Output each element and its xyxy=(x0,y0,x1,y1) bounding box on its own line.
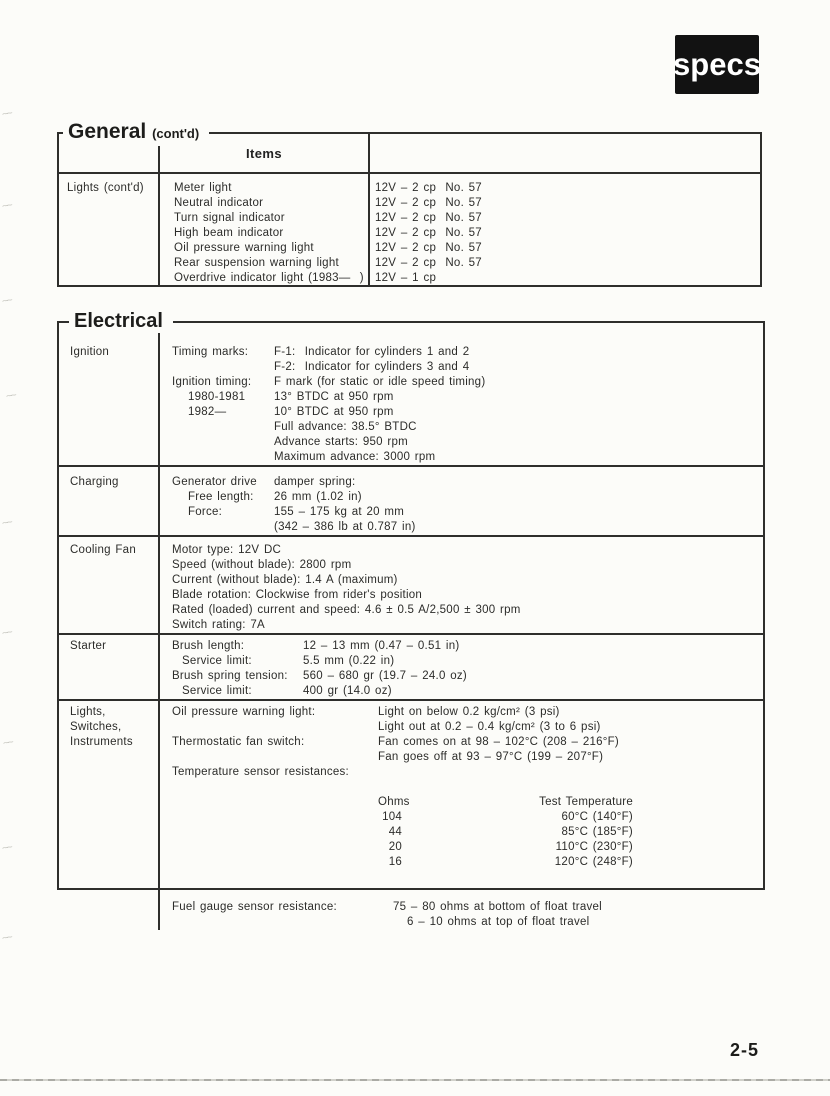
lsi-spec-list xyxy=(172,705,763,930)
spec-value: Advance starts: 950 rpm xyxy=(274,436,408,448)
sensor-temp-value: 120°C (248°F) xyxy=(554,856,633,868)
spec-row-starter xyxy=(59,633,763,699)
scan-artifact xyxy=(1,296,11,306)
spec-key xyxy=(172,435,274,450)
sensor-ohms-value: 20 xyxy=(388,841,402,853)
scan-artifact xyxy=(1,933,11,943)
spec-key: 1980-1981 xyxy=(188,391,246,403)
spec-value: Full advance: 38.5° BTDC xyxy=(274,421,417,433)
general-value: 12V – 1 cp xyxy=(375,272,437,284)
spec-row-ignition xyxy=(59,323,763,465)
spec-key: Free length: xyxy=(188,491,254,503)
spec-key: Temperature sensor resistances: xyxy=(172,766,349,778)
spec-row-cooling-fan xyxy=(59,535,763,633)
ignition-spec-list xyxy=(172,345,763,465)
scan-artifact xyxy=(2,738,12,748)
spec-value: Maximum advance: 3000 rpm xyxy=(274,451,436,463)
row-label-charging: Charging xyxy=(70,476,119,488)
section-general xyxy=(57,120,762,287)
cooling-fan-spec-list xyxy=(172,543,763,633)
spec-value: 155 – 175 kg at 20 mm xyxy=(274,506,405,518)
spec-value: Light on below 0.2 kg/cm² (3 psi) xyxy=(378,706,560,718)
specs-badge xyxy=(675,35,759,94)
sensor-ohms-value: 16 xyxy=(388,856,402,868)
spec-key: Oil pressure warning light: xyxy=(172,706,316,718)
spec-key: Brush length: xyxy=(172,640,245,652)
spec-value: 12 – 13 mm (0.47 – 0.51 in) xyxy=(303,640,460,652)
charging-spec-list xyxy=(172,475,763,535)
spec-value: 75 – 80 ohms at bottom of float travel xyxy=(393,901,602,913)
spec-line: Motor type: 12V DC xyxy=(172,544,282,556)
general-value: 12V – 2 cp No. 57 xyxy=(375,197,482,209)
general-value: 12V – 2 cp No. 57 xyxy=(375,242,482,254)
spec-value: Fan goes off at 93 – 97°C (199 – 207°F) xyxy=(378,751,604,763)
spec-value: 13° BTDC at 950 rpm xyxy=(274,391,394,403)
general-row-label: Lights (cont'd) xyxy=(67,182,144,194)
items-column-header: Items xyxy=(246,145,282,161)
spec-value: 6 – 10 ohms at top of float travel xyxy=(407,916,590,928)
general-item: Neutral indicator xyxy=(174,197,264,209)
spec-key: Fuel gauge sensor resistance: xyxy=(172,901,337,913)
spec-value: 560 – 680 gr (19.7 – 24.0 oz) xyxy=(303,670,467,682)
spec-line: Speed (without blade): 2800 rpm xyxy=(172,559,352,571)
scan-artifact xyxy=(1,109,11,119)
spec-key: Ignition timing: xyxy=(172,376,252,388)
spec-key: Generator drive xyxy=(172,476,257,488)
spec-value: 5.5 mm (0.22 in) xyxy=(303,655,395,667)
spec-key: Timing marks: xyxy=(172,346,249,358)
general-items-list xyxy=(160,174,368,286)
spec-value: F mark (for static or idle speed timing) xyxy=(274,376,486,388)
spec-key xyxy=(172,420,274,435)
general-value: 12V – 2 cp No. 57 xyxy=(375,182,482,194)
general-value: 12V – 2 cp No. 57 xyxy=(375,257,482,269)
section-electrical-title xyxy=(69,309,173,333)
spec-key xyxy=(172,360,274,375)
spec-value: F-1: Indicator for cylinders 1 and 2 xyxy=(274,346,470,358)
spec-row-lights-switches-instruments xyxy=(59,699,763,930)
spec-line: Current (without blade): 1.4 A (maximum) xyxy=(172,574,398,586)
general-value: 12V – 2 cp No. 57 xyxy=(375,212,482,224)
spec-line: Rated (loaded) current and speed: 4.6 ± 0.5 A/2,500 ± 300 rpm xyxy=(172,604,521,616)
spec-key: Service limit: xyxy=(182,685,252,697)
scan-artifact xyxy=(1,843,11,853)
row-label-ignition: Ignition xyxy=(70,346,110,358)
temperature-sensor-table xyxy=(378,795,763,870)
spec-key xyxy=(172,450,274,465)
spec-value: damper spring: xyxy=(274,476,356,488)
spec-key: Force: xyxy=(188,506,223,518)
general-item: Meter light xyxy=(174,182,232,194)
spec-value: Light out at 0.2 – 0.4 kg/cm² (3 to 6 psi) xyxy=(378,721,601,733)
general-header-spacer-right xyxy=(370,134,760,172)
spec-value: F-2: Indicator for cylinders 3 and 4 xyxy=(274,361,470,373)
sensor-temp-value: 85°C (185°F) xyxy=(561,826,633,838)
scan-artifact xyxy=(1,628,11,638)
spec-value: (342 – 386 lb at 0.787 in) xyxy=(274,521,416,533)
spec-key: Thermostatic fan switch: xyxy=(172,736,305,748)
spec-key xyxy=(172,750,378,765)
row-label-lights: Lights, xyxy=(70,706,106,718)
row-label-switches: Switches, xyxy=(70,721,122,733)
general-item: Oil pressure warning light xyxy=(174,242,314,254)
scan-artifact xyxy=(5,391,15,401)
general-item: Rear suspension warning light xyxy=(174,257,339,269)
row-label-instruments: Instruments xyxy=(70,736,133,748)
row-label-cooling-fan: Cooling Fan xyxy=(70,544,136,556)
sensor-col-header-ohms: Ohms xyxy=(378,796,410,808)
scan-artifact xyxy=(1,201,11,211)
row-label-starter: Starter xyxy=(70,640,107,652)
spec-key: Service limit: xyxy=(182,655,252,667)
specs-badge-label: specs xyxy=(673,46,761,83)
scan-bottom-edge xyxy=(0,1079,830,1081)
sensor-col-header-temp: Test Temperature xyxy=(539,796,633,808)
general-values-list xyxy=(370,174,760,286)
general-value: 12V – 2 cp No. 57 xyxy=(375,227,482,239)
section-electrical xyxy=(57,310,765,928)
spec-row-charging xyxy=(59,465,763,535)
general-table-row xyxy=(59,174,760,285)
general-title-text: General xyxy=(68,120,147,143)
spec-value: 10° BTDC at 950 rpm xyxy=(274,406,394,418)
sensor-temp-value: 60°C (140°F) xyxy=(561,811,633,823)
spec-value: 26 mm (1.02 in) xyxy=(274,491,362,503)
spec-value: Fan comes on at 98 – 102°C (208 – 216°F) xyxy=(378,736,619,748)
general-item: Overdrive indicator light (1983— ) xyxy=(174,272,364,284)
section-general-title xyxy=(63,120,209,146)
scan-artifact xyxy=(1,518,11,528)
sensor-temp-value: 110°C (230°F) xyxy=(555,841,633,853)
starter-spec-list xyxy=(172,639,763,699)
electrical-title-text: Electrical xyxy=(74,310,163,332)
spec-line: Switch rating: 7A xyxy=(172,619,265,631)
spec-value: 400 gr (14.0 oz) xyxy=(303,685,392,697)
general-title-suffix: (cont'd) xyxy=(152,126,200,141)
spec-key: Brush spring tension: xyxy=(172,670,288,682)
spec-line: Blade rotation: Clockwise from rider's position xyxy=(172,589,423,601)
spec-key xyxy=(172,720,378,735)
general-item: Turn signal indicator xyxy=(174,212,285,224)
spec-key: 1982— xyxy=(188,406,227,418)
sensor-ohms-value: 44 xyxy=(388,826,402,838)
sensor-ohms-value: 104 xyxy=(382,811,402,823)
page-number: 2-5 xyxy=(730,1040,760,1060)
general-item: High beam indicator xyxy=(174,227,284,239)
spec-key xyxy=(172,520,274,535)
